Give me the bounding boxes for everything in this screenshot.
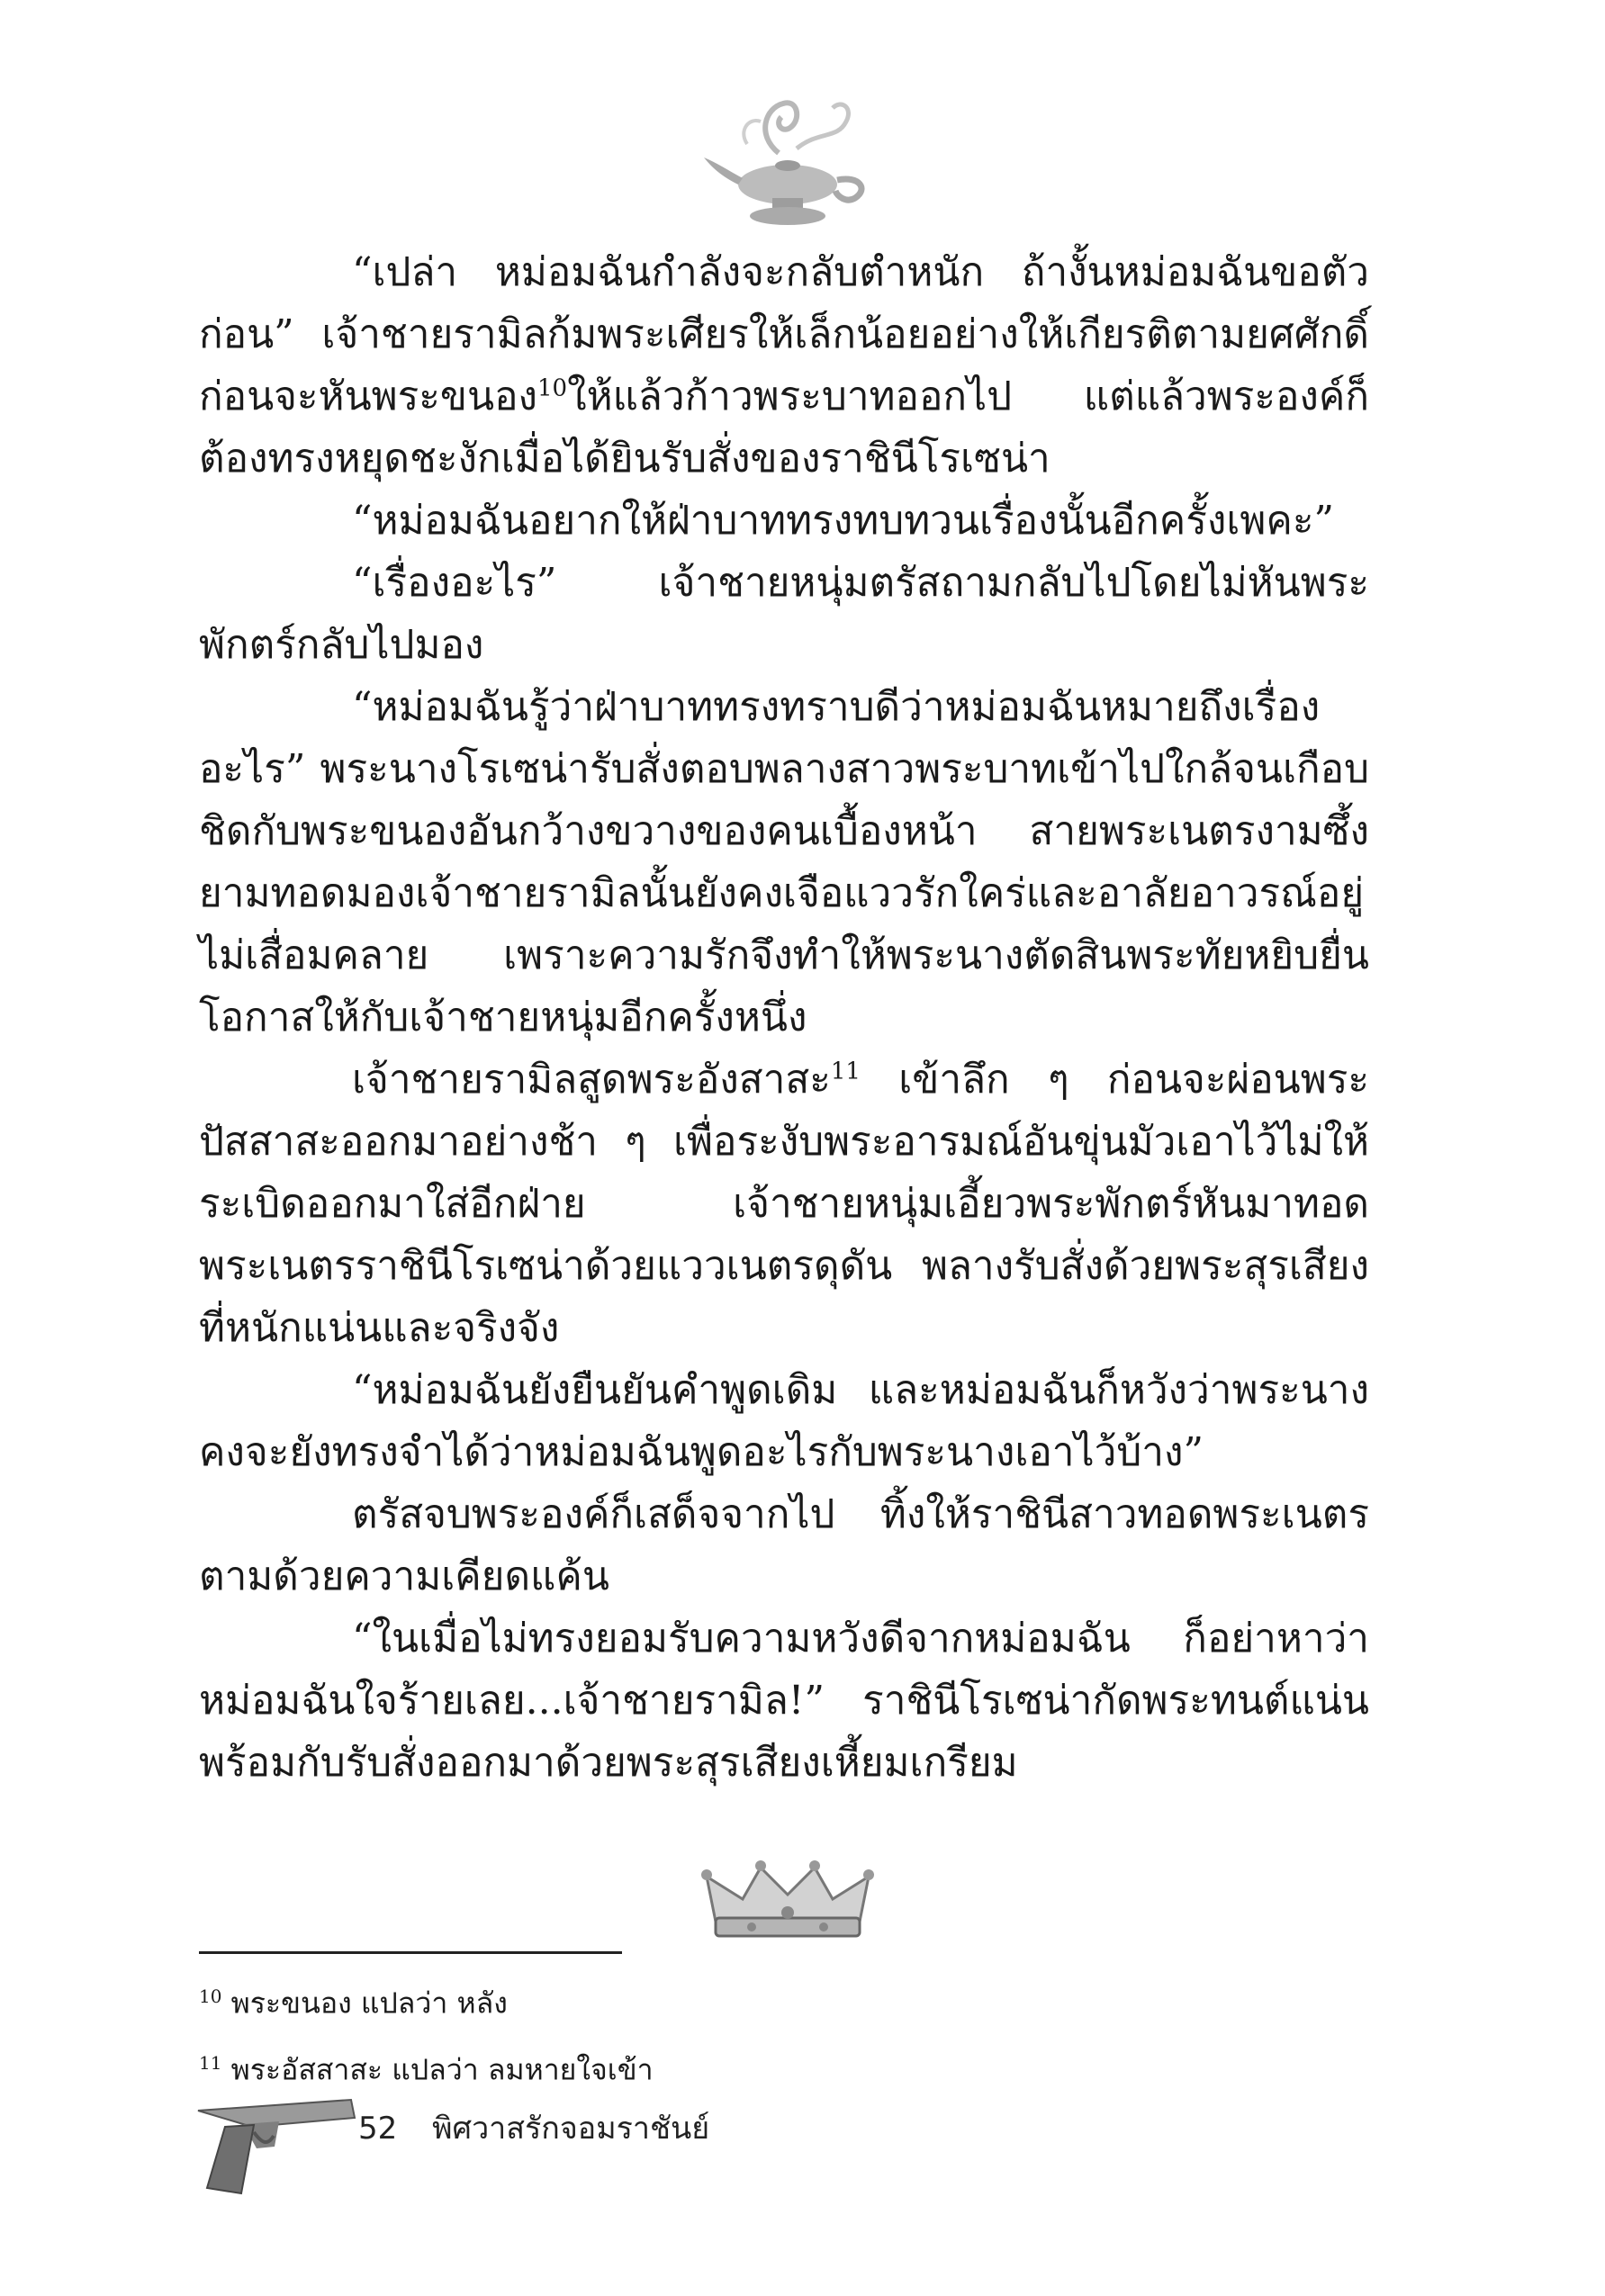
- footnote-ref: 11: [830, 1058, 861, 1085]
- pistol-icon: [189, 2093, 360, 2201]
- paragraph: “หม่อมฉันรู้ว่าฝ่าบาททรงทราบดีว่าหม่อมฉันหมายถึงเรื่องอะไร” พระนางโรเซน่ารับสั่งตอบพลางสาวพระบาทเข้าไปใกล้จนเกือบชิดกับพระขนองอันกว้างขวางของคนเบื้องหน้า สายพระเนตรงามซึ้งยามทอดมองเจ้าชายรามิลนั้นยังคงเจือแววรักใคร่และอาลัยอาวรณ์อยู่ไม่เสื่อมคลาย เพราะความรักจึงทำให้พระนางตัดสินพระทัยหยิบยื่นโอกาสให้กับเจ้าชายหนุ่มอีกครั้งหนึ่ง: [199, 684, 1369, 1040]
- footnote-number: 10: [199, 1985, 222, 2007]
- footnote-divider: [199, 1951, 622, 1954]
- chapter-body: [199, 241, 1369, 1794]
- paragraph: “หม่อมฉันยังยืนยันคำพูดเดิม และหม่อมฉันก็หวังว่าพระนางคงจะยังทรงจำได้ว่าหม่อมฉันพูดอะไรกับพระนางเอาไว้บ้าง”: [199, 1367, 1369, 1475]
- paragraph: “ในเมื่อไม่ทรงยอมรับความหวังดีจากหม่อมฉัน ก็อย่าหาว่าหม่อมฉันใจร้ายเลย...เจ้าชายรามิล!” ราชินีโรเซน่ากัดพระทนต์แน่นพร้อมกับรับสั่งออกมาด้วยพระสุรเสียงเหี้ยมเกรียม: [199, 1616, 1369, 1786]
- paragraph: “เปล่า หม่อมฉันกำลังจะกลับตำหนัก ถ้างั้นหม่อมฉันขอตัวก่อน” เจ้าชายรามิลก้มพระเศียรให้เล็กน้อยอย่างให้เกียรติตามยศศักดิ์ก่อนจะหันพระขนอง$^{10}$ให้แล้วก้าวพระบาทออกไป แต่แล้วพระองค์ก็ต้องทรงหยุดชะงักเมื่อได้ยินรับสั่งของราชินีโรเซน่า: [199, 249, 1369, 482]
- page-number: 52: [358, 2111, 398, 2147]
- footnote-item: $^{11}$ พระอัสสาสะ แปลว่า ลมหายใจเข้า: [199, 2051, 654, 2087]
- paragraph: ตรัสจบพระองค์ก็เสด็จจากไป ทิ้งให้ราชินีสาวทอดพระเนตรตามด้วยความเคียดแค้น: [199, 1491, 1369, 1599]
- footnote-ref: 10: [537, 374, 568, 402]
- page-footer: [358, 2106, 709, 2151]
- paragraph: “เรื่องอะไร” เจ้าชายหนุ่มตรัสถามกลับไปโดยไม่หันพระพักตร์กลับไปมอง: [199, 560, 1369, 668]
- footnote-item: $^{10}$ พระขนอง แปลว่า หลัง: [199, 1985, 508, 2021]
- paragraph: “หม่อมฉันอยากให้ฝ่าบาททรงทบทวนเรื่องนั้นอีกครั้งเพคะ”: [352, 498, 1334, 544]
- magic-lamp-icon: [693, 90, 882, 234]
- crown-icon: [698, 1859, 878, 1944]
- book-title: พิศวาสรักจอมราชันย์: [432, 2111, 710, 2147]
- paragraph: เจ้าชายรามิลสูดพระอังสาสะ$^{11}$ เข้าลึก ๆ ก่อนจะผ่อนพระปัสสาสะออกมาอย่างช้า ๆ เพื่อระงับพระอารมณ์อันขุ่นมัวเอาไว้ไม่ให้ระเบิดออกมาใส่อีกฝ่าย เจ้าชายหนุ่มเอี้ยวพระพักตร์หันมาทอดพระเนตรราชินีโรเซน่าด้วยแววเนตรดุดัน พลางรับสั่งด้วยพระสุรเสียงที่หนักแน่นและจริงจัง: [199, 1057, 1369, 1351]
- footnotes: [199, 1967, 1009, 2099]
- footnote-number: 11: [199, 2051, 222, 2074]
